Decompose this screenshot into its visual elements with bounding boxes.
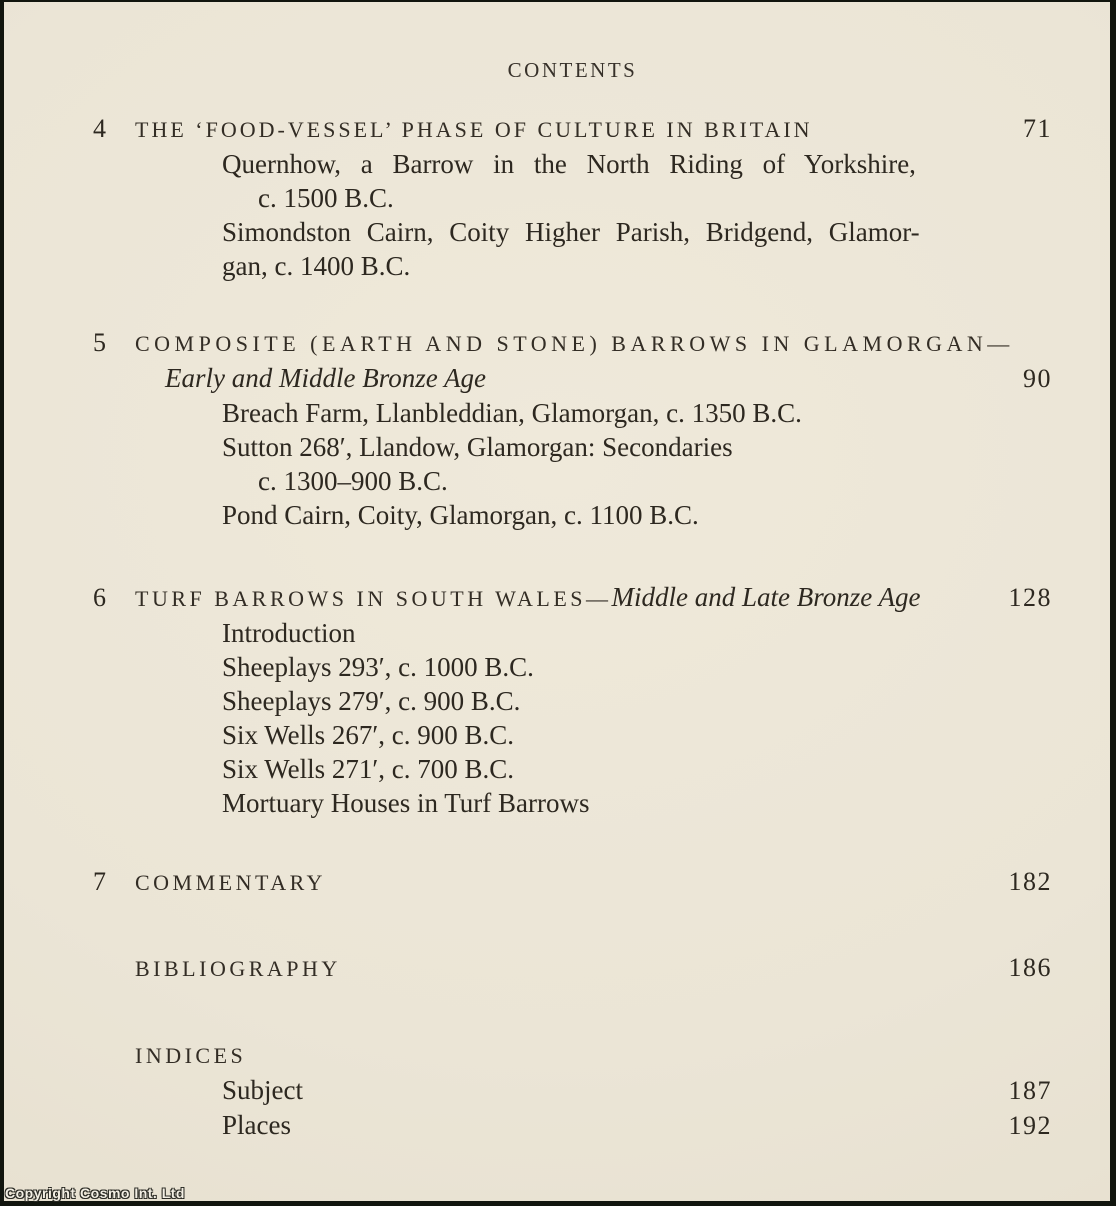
- toc-subitem: Six Wells 271′, c. 700 B.C.: [222, 754, 515, 784]
- toc-entry-indices: [93, 1039, 1052, 1073]
- section-title: BIBLIOGRAPHY: [135, 956, 341, 981]
- chapter-number: 4: [93, 114, 106, 143]
- section-title: INDICES: [135, 1043, 247, 1068]
- toc-index-subject: [93, 1073, 1052, 1108]
- toc-subitem-date: c. 1500 B.C.: [258, 183, 394, 213]
- chapter-title: TURF BARROWS IN SOUTH WALES—: [135, 586, 612, 611]
- toc-subitem: Pond Cairn, Coity, Glamorgan, c. 1100 B.C.: [222, 500, 699, 530]
- toc-subitem: Mortuary Houses in Turf Barrows: [222, 788, 590, 818]
- page-ref: 182: [1008, 867, 1052, 896]
- toc-subitem-continuation: gan, c. 1400 B.C.: [222, 251, 411, 281]
- chapter-title-italic: Middle and Late Bronze Age: [611, 582, 921, 612]
- watermark-text: Copyright Cosmo Int. Ltd: [5, 1185, 185, 1201]
- chapter-title: THE ‘FOOD-VESSEL’ PHASE OF CULTURE IN BRITAIN: [135, 117, 813, 142]
- toc-entry-chapter-5: [93, 326, 1052, 361]
- chapter-title: COMPOSITE (EARTH AND STONE) BARROWS IN GLAMORGAN—: [135, 331, 1014, 356]
- page-ref: 192: [1008, 1111, 1052, 1140]
- chapter-title: COMMENTARY: [135, 870, 326, 895]
- chapter-subtitle-italic: Early and Middle Bronze Age: [165, 363, 486, 393]
- page-ref: 90: [1023, 364, 1052, 393]
- chapter-number: 5: [93, 328, 106, 357]
- toc-subitem: Breach Farm, Llanbleddian, Glamorgan, c. 1350 B.C.: [222, 398, 802, 428]
- toc-entry-bibliography: [93, 951, 1052, 986]
- page-ref: 128: [1008, 583, 1052, 612]
- toc-entry-chapter-5-subtitle: [93, 361, 1052, 396]
- toc-subitem: Sutton 268′, Llandow, Glamorgan: Secondaries: [222, 432, 733, 462]
- toc-subitem: Six Wells 267′, c. 900 B.C.: [222, 720, 515, 750]
- toc-subitem: Introduction: [222, 618, 356, 648]
- toc-entry-chapter-6: [93, 580, 1052, 616]
- toc-entry-chapter-4: [93, 112, 1052, 147]
- toc-subitem: Simondston Cairn, Coity Higher Parish, Bridgend, Glamor-: [222, 217, 920, 247]
- page-ref: 71: [1023, 114, 1052, 143]
- toc-subitem: Quernhow, a Barrow in the North Riding of Yorkshire,: [222, 149, 916, 179]
- toc-subitem-date: c. 1300–900 B.C.: [258, 466, 448, 496]
- index-label: Places: [222, 1110, 291, 1140]
- toc-subitem: Sheeplays 293′, c. 1000 B.C.: [222, 652, 534, 682]
- page-title: CONTENTS: [507, 58, 638, 82]
- toc-index-places: [93, 1108, 1052, 1143]
- toc-subitem: Sheeplays 279′, c. 900 B.C.: [222, 686, 521, 716]
- chapter-number: 7: [93, 867, 106, 896]
- toc-entry-chapter-7: [93, 865, 1052, 900]
- page-ref: 186: [1008, 953, 1052, 982]
- page-ref: 187: [1008, 1076, 1052, 1105]
- book-page: [4, 2, 1110, 1201]
- index-label: Subject: [222, 1075, 303, 1105]
- chapter-number: 6: [93, 583, 106, 612]
